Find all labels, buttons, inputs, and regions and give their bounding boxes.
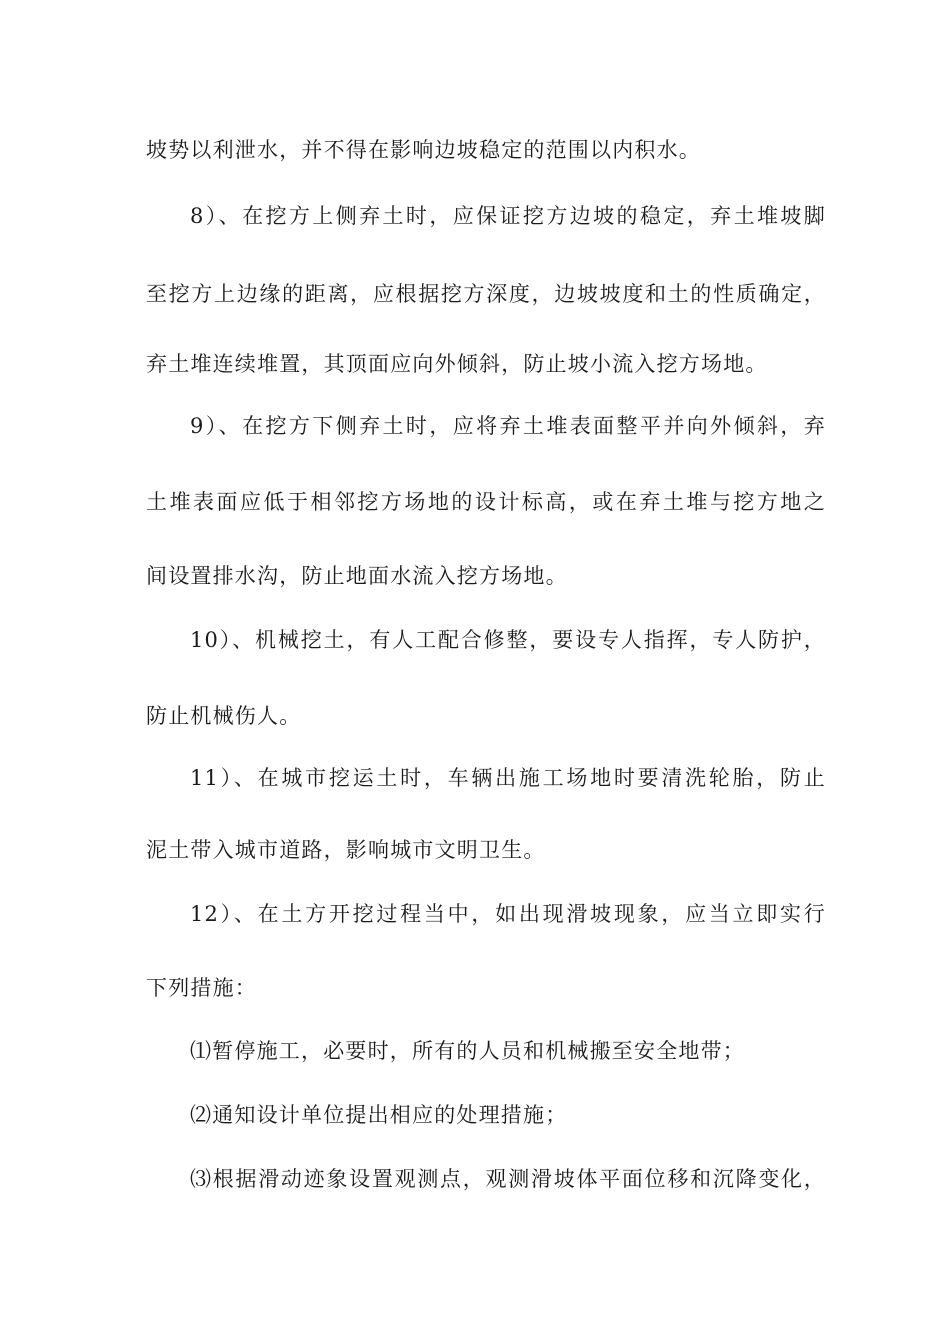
text-line: 下列措施： (146, 976, 257, 1000)
text-line: 间设置排水沟，防止地面水流入挖方场地。 (146, 564, 568, 588)
text-line: 弃土堆连续堆置，其顶面应向外倾斜，防止坡小流入挖方场地。 (146, 352, 768, 376)
text-line: 8）、在挖方上侧弃土时，应保证挖方边坡的稳定，弃土堆坡脚 (190, 204, 826, 228)
text-line: ⑵通知设计单位提出相应的处理措施； (190, 1103, 568, 1127)
text-line: 泥土带入城市道路，影响城市文明卫生。 (146, 838, 546, 862)
text-line: ⑶根据滑动迹象设置观测点，观测滑坡体平面位移和沉降变化， (190, 1167, 826, 1191)
text-line: 12）、在土方开挖过程当中，如出现滑坡现象，应当立即实行 (190, 902, 826, 926)
text-line: 土堆表面应低于相邻挖方场地的设计标高，或在弃土堆与挖方地之 (146, 490, 826, 514)
text-line: 防止机械伤人。 (146, 704, 302, 728)
text-line: 坡势以利泄水，并不得在影响边坡稳定的范围以内积水。 (146, 138, 701, 162)
text-line: ⑴暂停施工，必要时，所有的人员和机械搬至安全地带； (190, 1039, 745, 1063)
text-line: 至挖方上边缘的距离，应根据挖方深度，边坡坡度和土的性质确定， (146, 282, 826, 306)
text-line: 11）、在城市挖运土时，车辆出施工场地时要清洗轮胎，防止 (190, 766, 826, 790)
text-line: 10）、机械挖土，有人工配合修整，要设专人指挥，专人防护， (190, 628, 826, 652)
text-line: 9）、在挖方下侧弃土时，应将弃土堆表面整平并向外倾斜，弃 (190, 414, 826, 438)
